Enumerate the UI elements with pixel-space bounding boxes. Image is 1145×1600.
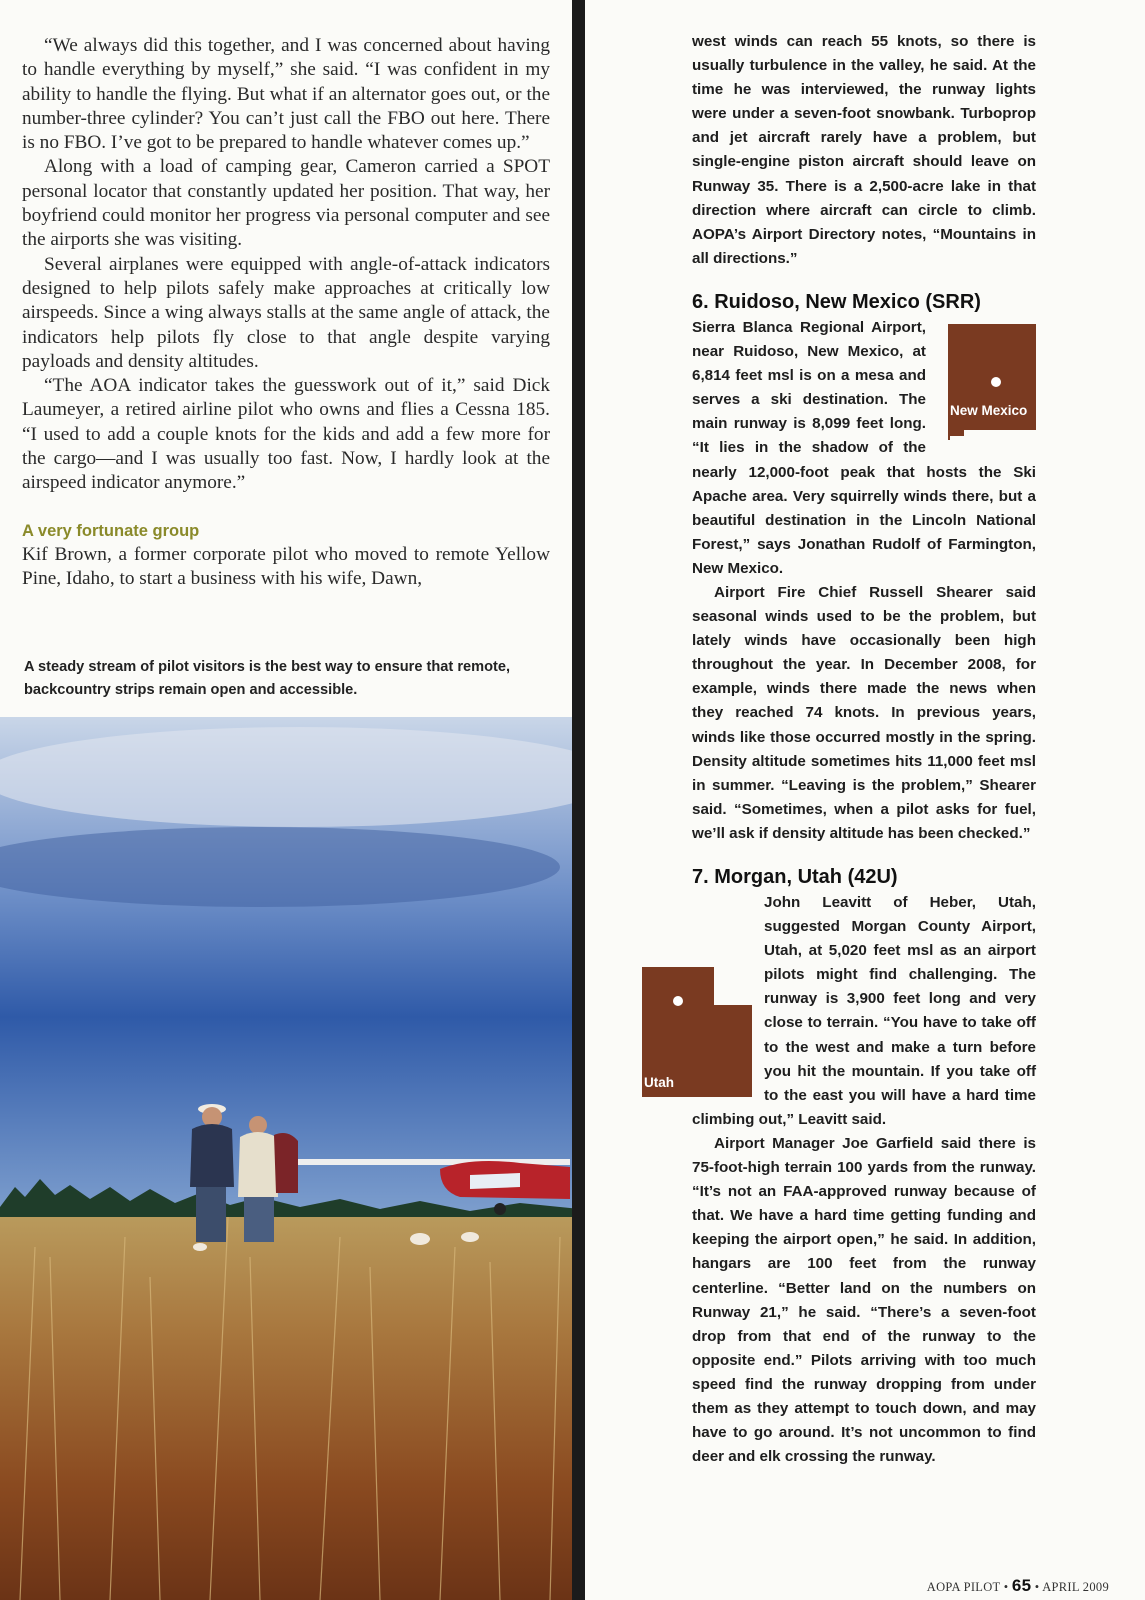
map-label: Utah (644, 1075, 674, 1090)
publication-name: AOPA PILOT (926, 1580, 1001, 1594)
footer-separator: • (1034, 1580, 1040, 1594)
section-heading-morgan: 7. Morgan, Utah (42U) (692, 866, 898, 888)
section-heading-ruidoso: 6. Ruidoso, New Mexico (SRR) (692, 290, 981, 313)
body-paragraph: John Leavitt of Heber, Utah, suggested Morgan County Airport, Utah, at 5,020 feet msl as an airport pilots might find challenging. The runway is 3,900 feet long and very close to terrain. “You have to take off to the west and make a turn before you hit the mountain. If you take off to the east you will have a hard time climbing out,” Leavitt said. (692, 894, 1036, 1128)
photo-pilots-in-meadow (0, 717, 580, 1600)
page-gutter (572, 0, 585, 1600)
body-paragraph: “We always did this together, and I was concerned about having to handle everything by myself,” she said. “I was confident in my ability to handle the flying. But what if an alternator goes out, or the number-three cylinder? You can’t just call the FBO out here. There is no FBO. I’ve got to be prepared to handle whatever comes up.” (22, 35, 550, 154)
body-paragraph: Sierra Blanca Regional Airport, near Ruidoso, New Mexico, at 6,814 feet msl is on a mesa and serves a ski destination. The main runway is 8,099 feet long. “It lies in the shadow of the nearly 12,000-foot peak that hosts the Ski Apache area. Very squirrelly winds there, but a beautiful destination in the Lincoln National Forest,” says Jonathan Rudolf of Farmington, New Mexico. (692, 318, 1036, 577)
body-paragraph: Several airplanes were equipped with angle-of-attack indicators designed to help pilots safely make approaches at critically low airspeeds. Since a wing always stalls at the same angle of attack, the indicators help pilots fly close to that angle despite varying payloads and density altitudes. (22, 253, 550, 372)
new-mexico-map (938, 324, 1036, 440)
body-paragraph: Along with a load of camping gear, Cameron carried a SPOT personal locator that constantly updated her position. That way, her boyfriend could monitor her progress via personal computer and see the airports she was visiting. (22, 156, 550, 251)
page-footer (927, 1576, 1109, 1596)
left-column (22, 34, 550, 591)
body-paragraph: “The AOA indicator takes the guesswork out of it,” said Dick Laumeyer, a retired airline pilot who owns and flies a Cessna 185. “I used to add a couple knots for the kids and add a few more for the cargo—and I was usually too fast. Now, I hardly look at the airspeed indicator anymore.” (22, 375, 550, 494)
subhead: A very fortunate group (22, 521, 200, 540)
footer-separator: • (1003, 1580, 1009, 1594)
page-number: 65 (1011, 1576, 1032, 1595)
body-paragraph: Kif Brown, a former corporate pilot who moved to remote Yellow Pine, Idaho, to start a business with his wife, Dawn, (22, 543, 550, 589)
right-column (644, 30, 1036, 1469)
map-label: New Mexico (950, 402, 1028, 418)
new-mexico-shape-icon (938, 324, 1036, 440)
utah-map (642, 967, 752, 1097)
body-paragraph: Airport Fire Chief Russell Shearer said seasonal winds used to be the problem, but lately winds have occasionally been high throughout the year. In December 2008, for example, winds there made the news when they reached 74 knots. In previous years, winds like those occurred mostly in the spring. Density altitude sometimes hits 11,000 feet msl in summer. “Leaving is the problem,” Shearer said. “Sometimes, when a pilot asks for fuel, we’ll ask if density altitude has been checked.” (692, 583, 1036, 842)
issue-date: APRIL 2009 (1042, 1580, 1109, 1594)
body-paragraph: west winds can reach 55 knots, so there is usually turbulence in the valley, he said. At the time he was interviewed, the runway lights were under a seven-foot snowbank. Turboprop and jet aircraft rarely have a problem, but single-engine piston aircraft should leave on Runway 35. There is a 2,500-acre lake in that direction where aircraft can circle to climb. AOPA’s Airport Directory notes, “Mountains in all directions.” (692, 33, 1036, 267)
photo-caption: A steady stream of pilot visitors is the best way to ensure that remote, backcountry strips remain open and accessible. (24, 659, 511, 698)
body-paragraph: Airport Manager Joe Garfield said there is 75-foot-high terrain 100 yards from the runway. “It’s not an FAA-approved runway because of that. We have a hard time getting funding and keeping the airport open,” he said. In addition, hangars are 100 feet from the runway centerline. “Better land on the numbers on Runway 21,” he said. “There’s a seven-foot drop from that end of the runway to the opposite end.” Pilots arriving with too much speed find the runway dropping from under them as they attempt to touch down, and may have to go around. It’s not uncommon to find deer and elk crossing the runway. (692, 1134, 1036, 1466)
